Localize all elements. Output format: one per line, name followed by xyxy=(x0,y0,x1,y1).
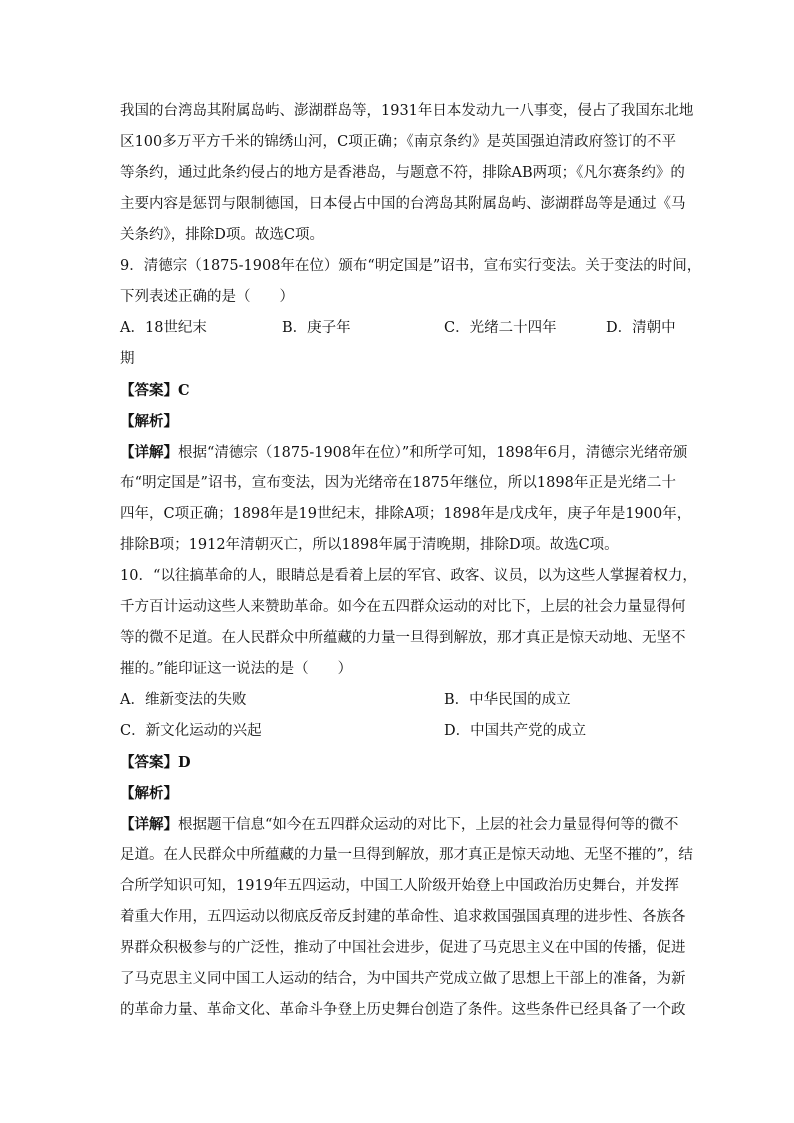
detail-line: 的革命力量、革命文化、革命斗争登上历史舞台创造了条件。这些条件已经具备了一个政 xyxy=(120,1002,686,1018)
option-a: A．18世纪末 xyxy=(120,320,207,336)
detail-line: 界群众积极参与的广泛性，推动了中国社会进步，促进了马克思主义在中国的传播，促进 xyxy=(120,940,686,956)
analysis-heading: 【解析】 xyxy=(120,785,178,802)
detail-label: 【详解】 xyxy=(120,444,178,461)
detail-line: 足道。在人民群众中所蕴藏的力量一旦得到解放，那才真正是惊天动地、无坚不摧的”，结 xyxy=(120,847,693,863)
question-stem: 9．清德宗（1875-1908年在位）颁布“明定国是”诏书，宣布实行变法。关于变法的时间， xyxy=(120,258,702,274)
text-line: 主要内容是惩罚与限制德国，日本侵占中国的台湾岛其附属岛屿、澎湖群岛等是通过《马 xyxy=(120,196,686,212)
question-stem: 10．“以往搞革命的人，眼睛总是看着上层的军官、政客、议员，以为这些人掌握着权力， xyxy=(120,568,697,584)
detail-line: 四年，C项正确；1898年是19世纪末，排除A项；1898年是戊戌年，庚子年是1900年， xyxy=(120,506,692,522)
option-d: D．中国共产党的成立 xyxy=(444,723,587,739)
detail-line: 布“明定国是”诏书，宣布变法，因为光绪帝在1875年继位，所以1898年正是光绪二十 xyxy=(120,475,676,491)
detail-line: 了马克思主义同中国工人运动的结合，为中国共产党成立做了思想上干部上的准备，为新 xyxy=(120,971,686,987)
detail-line xyxy=(120,437,688,468)
option-d: D．清朝中 xyxy=(606,320,676,336)
question-10 xyxy=(120,561,697,1026)
option-a: A．维新变法的失败 xyxy=(120,692,247,708)
answer: 【答案】C xyxy=(120,382,190,399)
question-stem: 摧的。”能印证这一说法的是（ ） xyxy=(120,661,353,677)
option-d-wrap: 期 xyxy=(120,351,135,367)
text-line: 区100多万平方千米的锦绣山河，C项正确；《南京条约》是英国强迫清政府签订的不平 xyxy=(120,134,676,150)
detail-text: 根据“清德宗（1875-1908年在位）”和所学可知，1898年6月，清德宗光绪帝颁 xyxy=(178,445,688,461)
previous-analysis xyxy=(120,96,694,251)
question-stem: 下列表述正确的是（ ） xyxy=(120,289,294,305)
options-row xyxy=(120,313,676,344)
text-line: 我国的台湾岛其附属岛屿、澎湖群岛等，1931年日本发动九一八事变，侵占了我国东北地 xyxy=(120,103,694,119)
detail-line xyxy=(120,809,679,840)
text-line: 关条约》，排除D项。故选C项。 xyxy=(120,227,324,243)
option-c: C．光绪二十四年 xyxy=(444,320,557,336)
answer: 【答案】D xyxy=(120,754,191,771)
options-row xyxy=(120,685,676,716)
options-row xyxy=(120,716,676,747)
document-content xyxy=(120,96,702,1026)
option-b: B．中华民国的成立 xyxy=(444,692,571,708)
detail-label: 【详解】 xyxy=(120,816,178,833)
text-line: 等条约，通过此条约侵占的地方是香港岛，与题意不符，排除AB两项；《凡尔赛条约》的 xyxy=(120,165,685,181)
detail-line: 着重大作用，五四运动以彻底反帝反封建的革命性、追求救国强国真理的进步性、各族各 xyxy=(120,909,686,925)
option-b: B．庚子年 xyxy=(282,320,351,336)
option-c: C．新文化运动的兴起 xyxy=(120,723,262,739)
question-stem: 千方百计运动这些人来赞助革命。如今在五四群众运动的对比下，上层的社会力量显得何 xyxy=(120,599,686,615)
detail-line: 排除B项；1912年清朝灭亡，所以1898年属于清晚期，排除D项。故选C项。 xyxy=(120,537,619,553)
question-stem: 等的微不足道。在人民群众中所蕴藏的力量一旦得到解放，那才真正是惊天动地、无坚不 xyxy=(120,630,686,646)
detail-text: 根据题干信息“如今在五四群众运动的对比下，上层的社会力量显得何等的微不 xyxy=(178,817,679,833)
analysis-heading: 【解析】 xyxy=(120,413,178,430)
detail-line: 合所学知识可知，1919年五四运动，中国工人阶级开始登上中国政治历史舞台，并发挥 xyxy=(120,878,679,894)
question-9 xyxy=(120,251,702,561)
